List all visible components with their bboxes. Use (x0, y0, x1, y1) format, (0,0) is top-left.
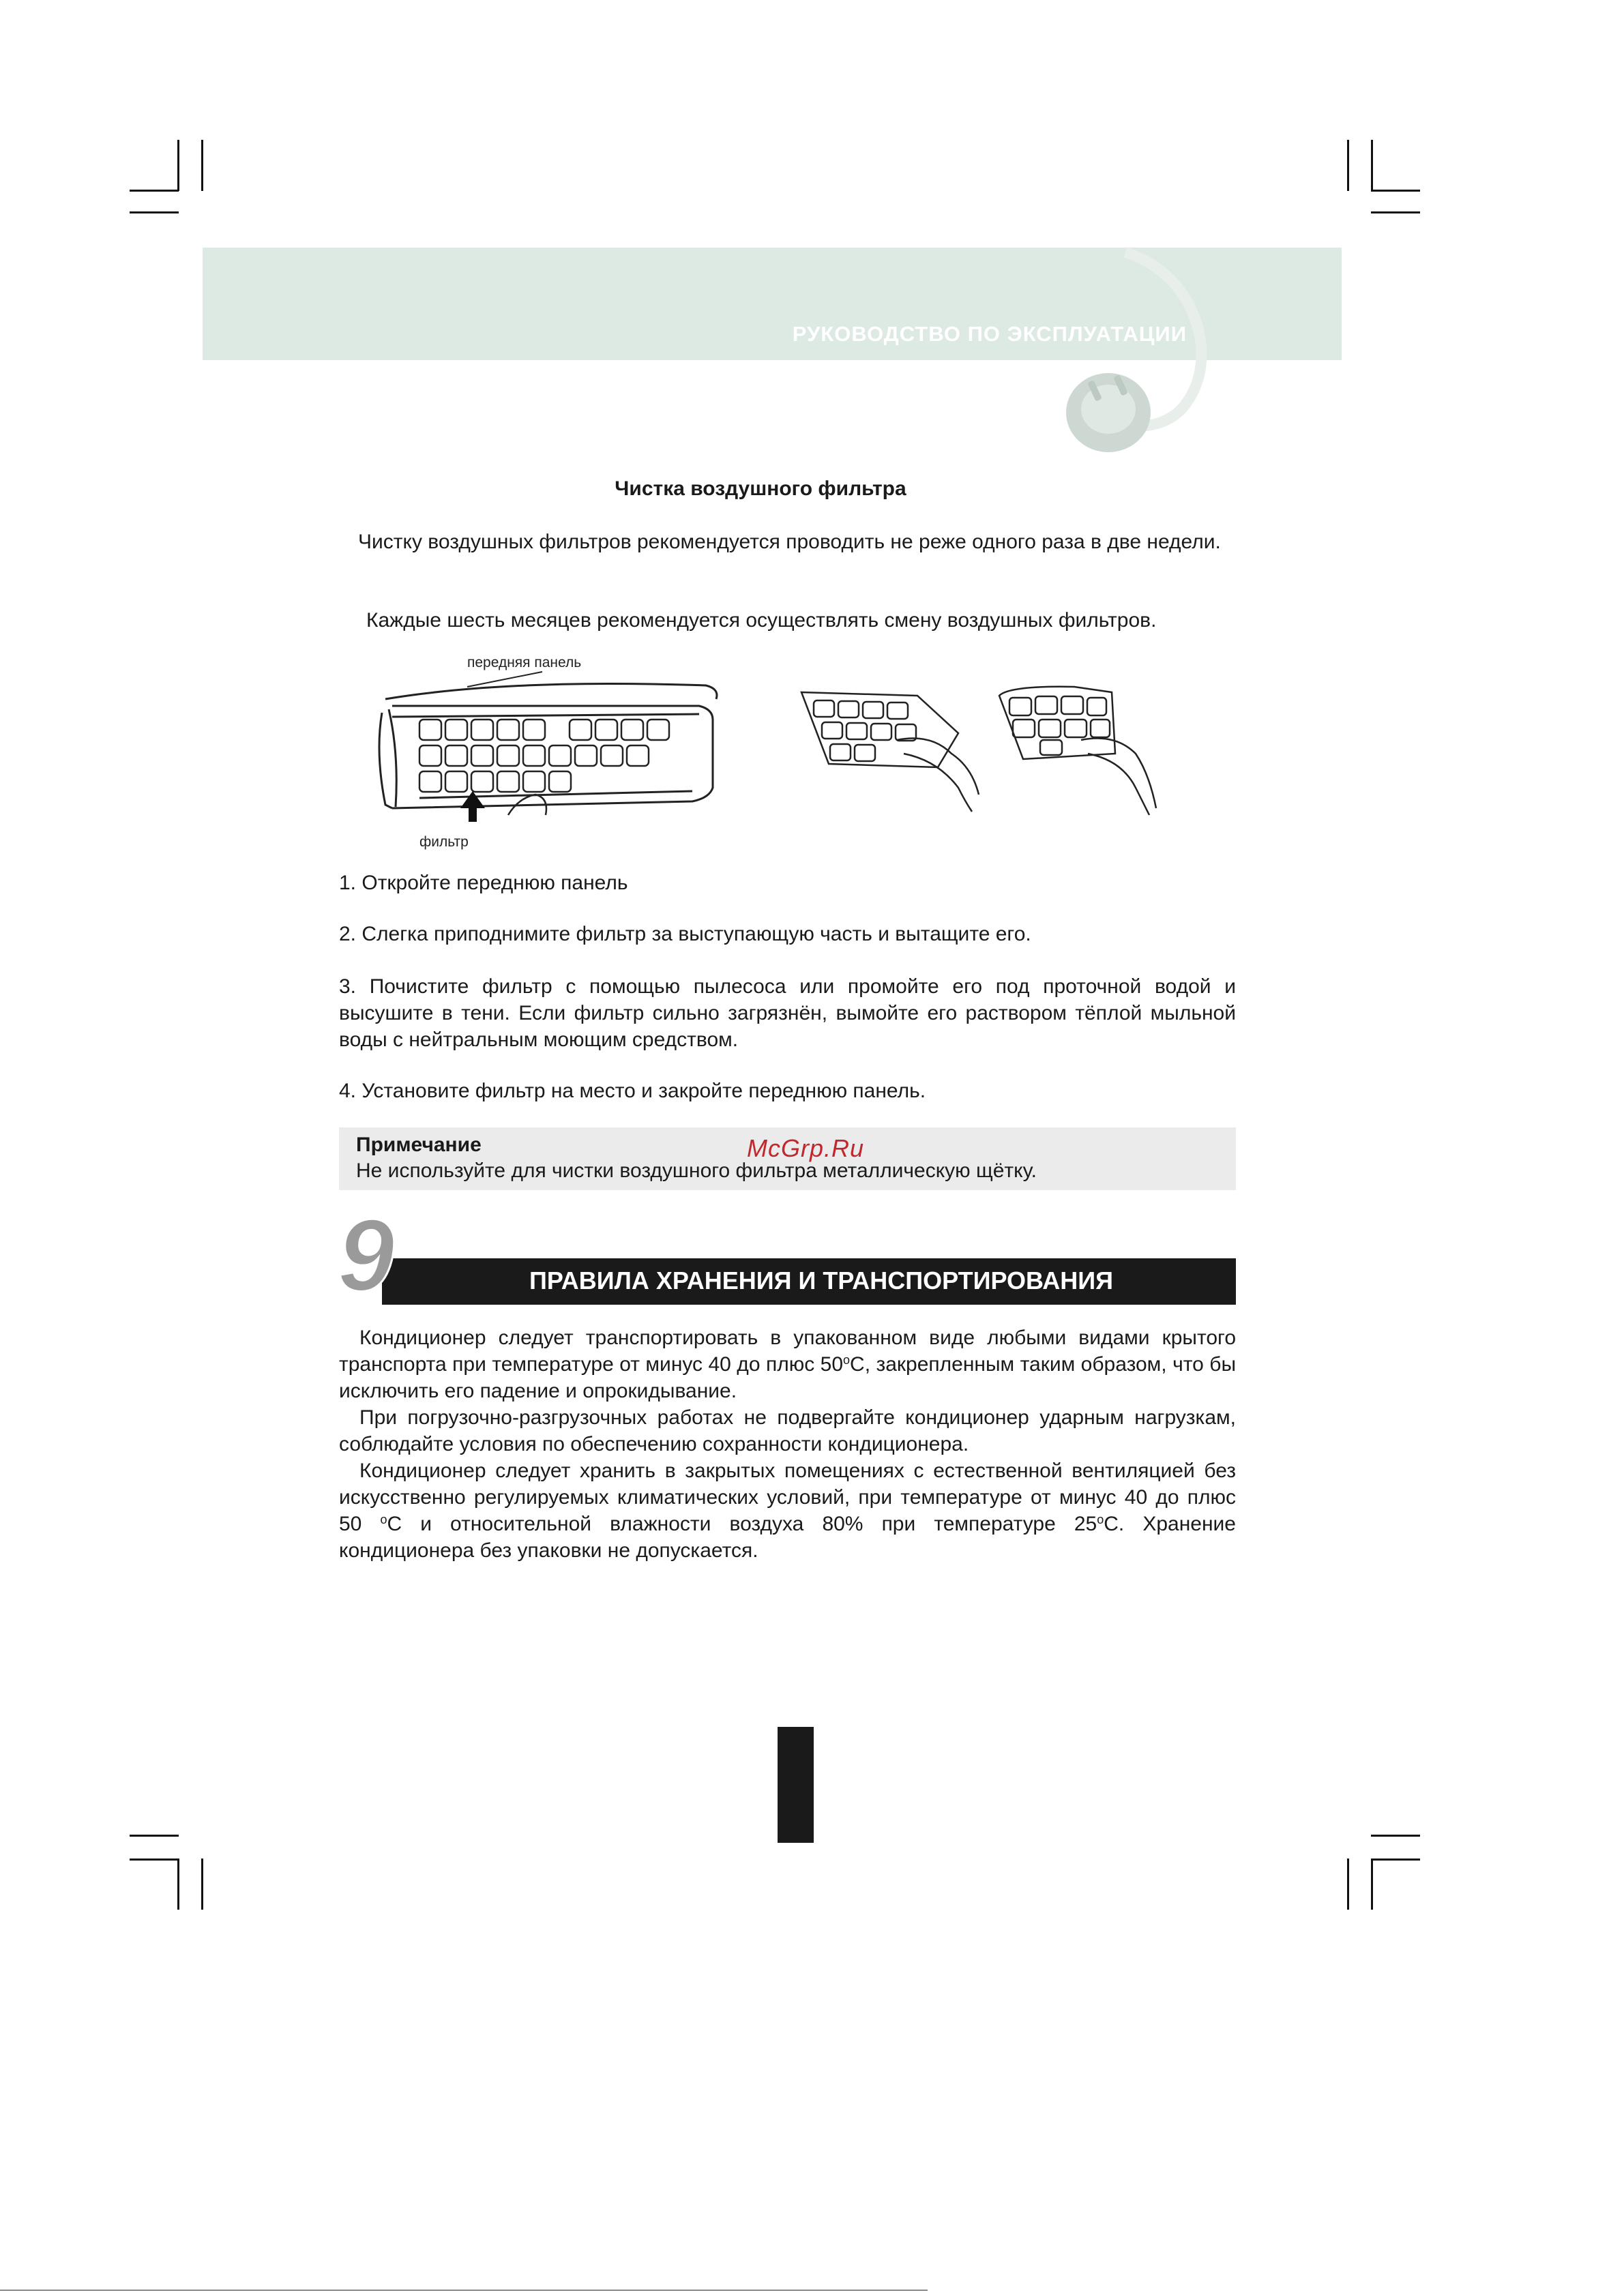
header-title: РУКОВОДСТВО ПО ЭКСПЛУАТАЦИИ (792, 322, 1187, 346)
paragraph-handling: При погрузочно-разгрузочных работах не подвергайте кондиционер ударным нагрузкам, соблюдайте условия по обеспечению сохранности кондиционера. (339, 1406, 1236, 1455)
note-text: Не используйте для чистки воздушного фильтра металлическую щётку. (356, 1159, 1037, 1182)
label-front-panel: передняя панель (467, 655, 582, 670)
step-2: 2. Слегка приподнимите фильтр за выступающую часть и вытащите его. (339, 923, 1031, 945)
step-1: 1. Откройте переднюю панель (339, 872, 628, 894)
filter-illustration (372, 651, 1170, 856)
section-title: ПРАВИЛА ХРАНЕНИЯ И ТРАНСПОРТИРОВАНИЯ (529, 1267, 1113, 1294)
paragraph-replacement: Каждые шесть месяцев рекомендуется осуществлять смену воздушных фильтров. (366, 609, 1157, 632)
bottom-rule (0, 2290, 928, 2291)
watermark: McGrp.Ru (747, 1134, 865, 1162)
note-title: Примечание (356, 1134, 482, 1156)
page-tab (778, 1727, 814, 1843)
step-4: 4. Установите фильтр на место и закройте переднюю панель. (339, 1080, 926, 1102)
paragraph-frequency: Чистку воздушных фильтров рекомендуется проводить не реже одного раза в две недели. (358, 531, 1221, 553)
label-filter: фильтр (419, 834, 469, 850)
section-heading: Чистка воздушного фильтра (615, 477, 906, 500)
plug-icon (1044, 246, 1235, 491)
illustration-drawing (372, 651, 1170, 856)
paragraph-storage: Кондиционер следует хранить в закрытых помещениях с естественной вентиляцией без искусственно регулируемых климатических условий, при температуре от минус 40 до плюс 50 $^o$С и относительной влажности воздуха 80% при температуре 25$^o$С. Хранение кондиционера без упаковки не допускается. (339, 1460, 1236, 1562)
section-number: 9 (338, 1198, 395, 1312)
paragraph-transport: Кондиционер следует транспортировать в упакованном виде любыми видами крытого транспорта при температуре от минус 40 до плюс 50$^o$C, закрепленным таким образом, что бы исключить его падение и опрокидывание. (339, 1327, 1237, 1402)
step-3: 3. Почистите фильтр с помощью пылесоса или промойте его под проточной водой и высушите в тени. Если фильтр сильно загрязнён, вымойте его раствором тёплой мыльной воды с нейтральным моющим средством. (339, 975, 1236, 1051)
